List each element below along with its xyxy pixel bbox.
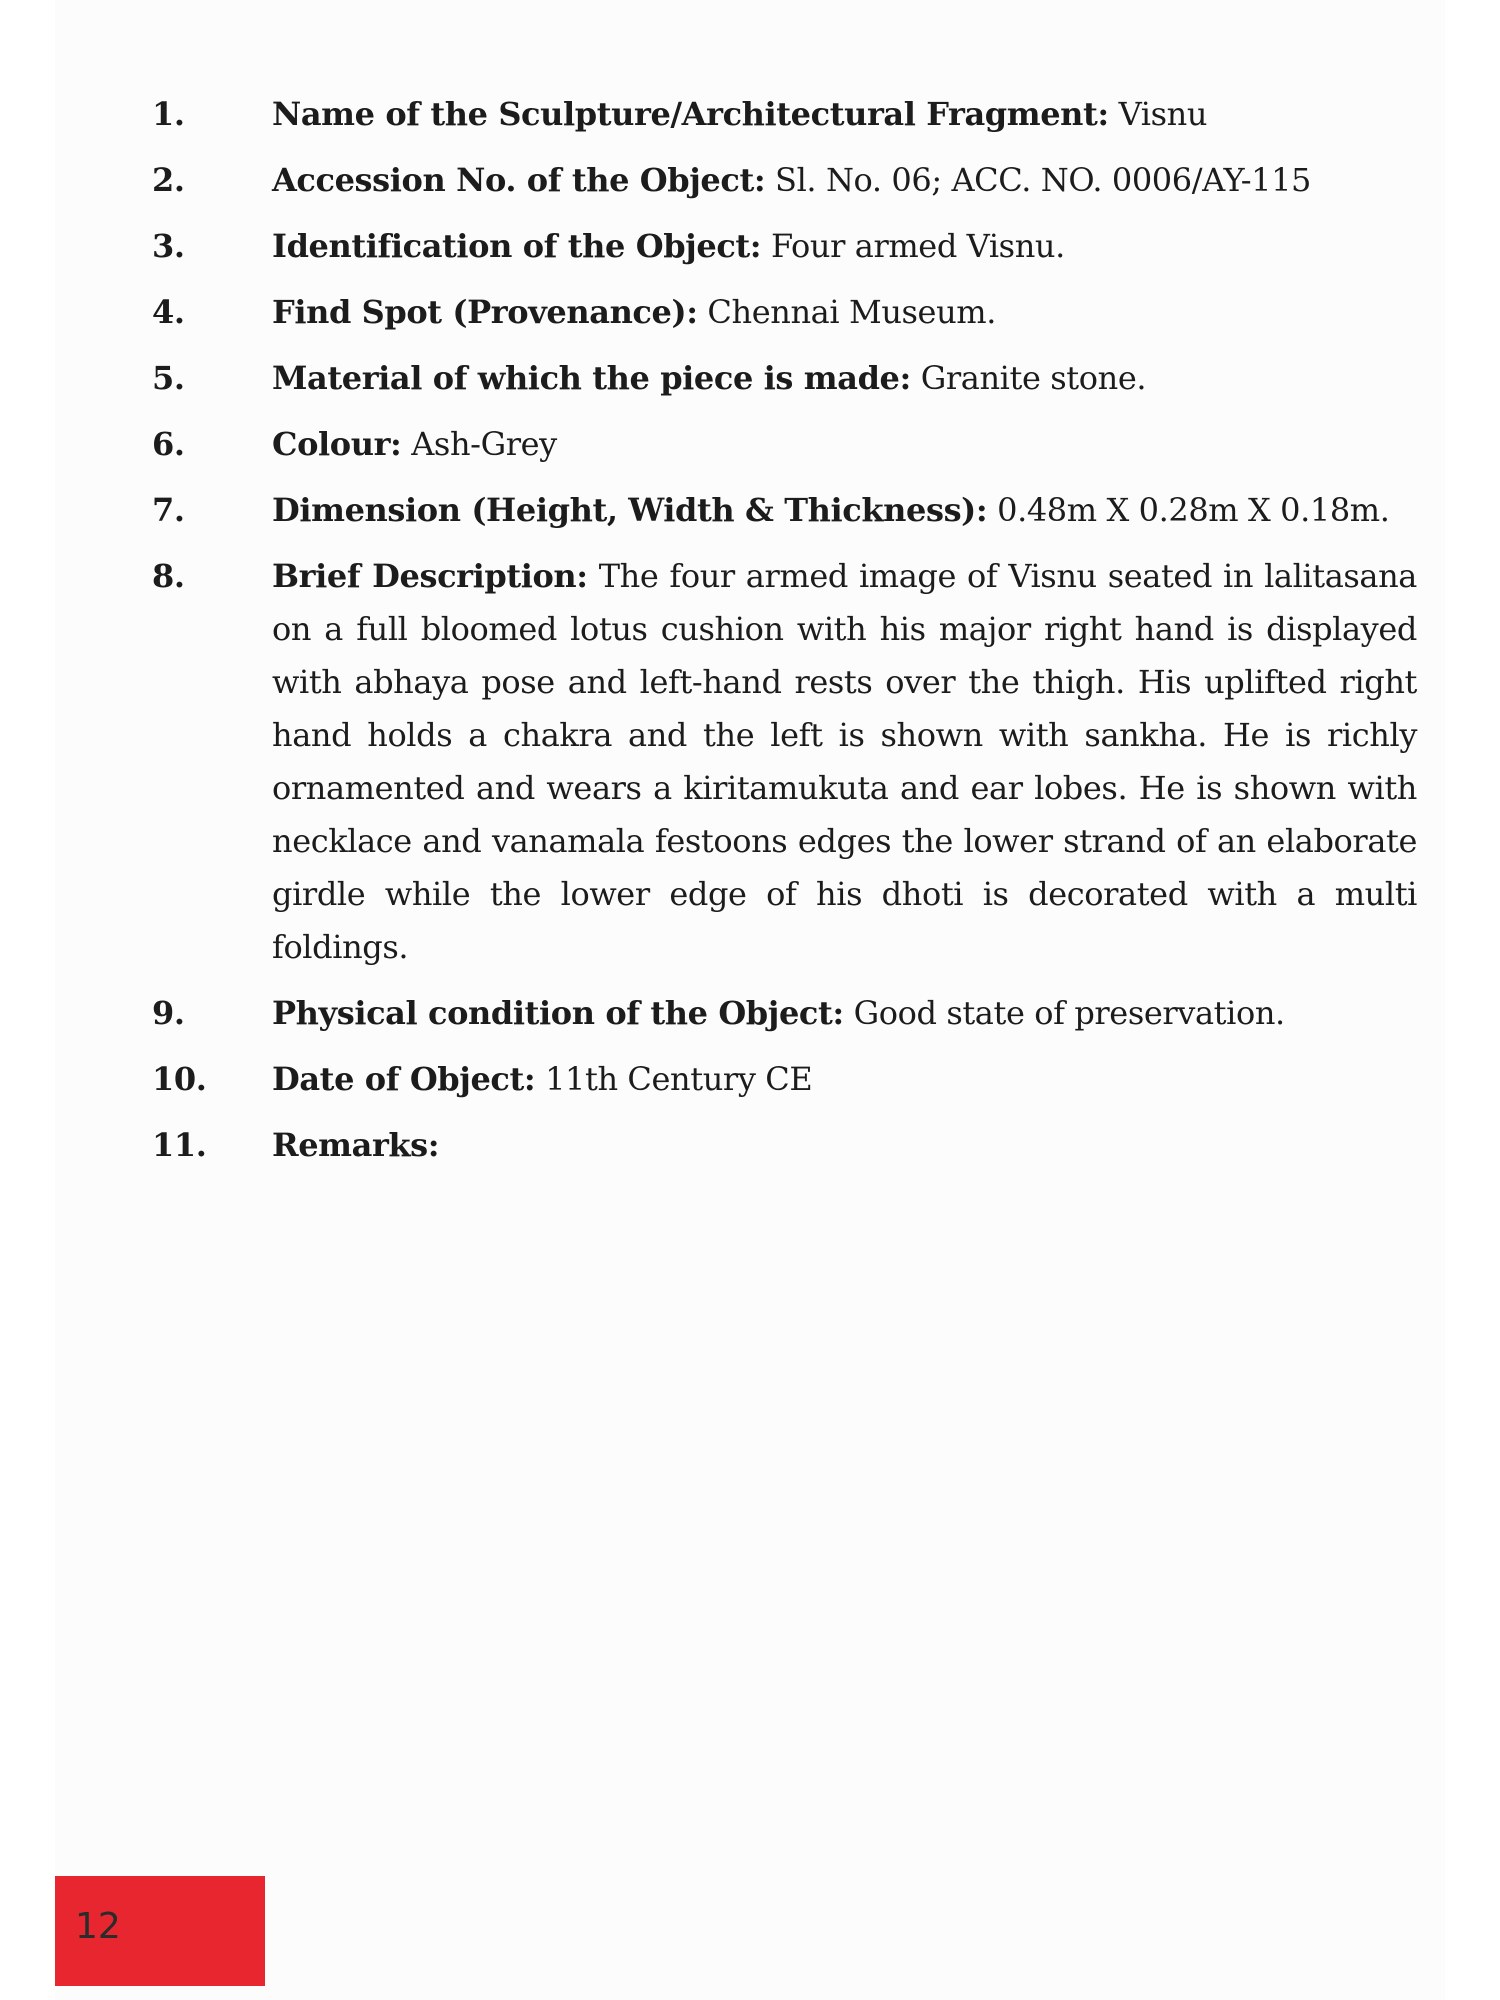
entry-find-spot xyxy=(152,286,1420,339)
entry-text xyxy=(272,220,1417,273)
entry-text xyxy=(272,352,1417,405)
entry-number: 10. xyxy=(152,1060,207,1098)
entry-label: Date of Object: xyxy=(272,1060,536,1098)
entry-text xyxy=(272,154,1417,207)
entry-number: 3. xyxy=(152,227,185,265)
entry-text xyxy=(272,1053,1417,1106)
entry-label: Identification of the Object: xyxy=(272,227,762,265)
page-number: 12 xyxy=(75,1906,121,1947)
object-details-list xyxy=(152,88,1420,1185)
entry-label: Find Spot (Provenance): xyxy=(272,293,698,331)
entry-value: Ash-Grey xyxy=(401,425,557,463)
entry-label: Colour: xyxy=(272,425,402,463)
entry-label: Accession No. of the Object: xyxy=(272,161,766,199)
entry-value: Four armed Visnu. xyxy=(761,227,1065,265)
entry-accession-no xyxy=(152,154,1420,207)
entry-label: Material of which the piece is made: xyxy=(272,359,911,397)
entry-sculpture-name xyxy=(152,88,1420,141)
entry-value: Chennai Museum. xyxy=(697,293,997,331)
entry-text xyxy=(272,286,1417,339)
entry-number: 11. xyxy=(152,1126,207,1164)
entry-brief-description xyxy=(152,550,1420,974)
entry-dimension xyxy=(152,484,1420,537)
entry-number: 1. xyxy=(152,95,185,133)
entry-label: Remarks: xyxy=(272,1126,440,1164)
entry-identification xyxy=(152,220,1420,273)
entry-value: Good state of preservation. xyxy=(843,994,1285,1032)
entry-number: 8. xyxy=(152,557,185,595)
entry-label: Dimension (Height, Width & Thickness): xyxy=(272,491,988,529)
entry-label: Physical condition of the Object: xyxy=(272,994,844,1032)
entry-number: 6. xyxy=(152,425,185,463)
entry-text xyxy=(272,987,1417,1040)
entry-value: Granite stone. xyxy=(910,359,1147,397)
entry-text xyxy=(272,550,1417,974)
entry-number: 4. xyxy=(152,293,185,331)
entry-value: 0.48m X 0.28m X 0.18m. xyxy=(987,491,1390,529)
entry-text xyxy=(272,1119,1417,1172)
entry-number: 9. xyxy=(152,994,185,1032)
entry-number: 5. xyxy=(152,359,185,397)
entry-number: 2. xyxy=(152,161,185,199)
entry-value: The four armed image of Visnu seated in lalitasana on a full bloomed lotus cushion with his major right hand is displayed with abhaya pose and left-hand rests over the thigh. His uplifted right hand holds a chakra and the left is shown with sankha. He is richly ornamented and wears a kiritamukuta and ear lobes. He is shown with necklace and vanamala festoons edges the lower strand of an elaborate girdle while the lower edge of his dhoti is decorated with a multi foldings. xyxy=(272,557,1417,966)
entry-text xyxy=(272,88,1417,141)
entry-label: Brief Description: xyxy=(272,557,588,595)
entry-date xyxy=(152,1053,1420,1106)
entry-value: Visnu xyxy=(1108,95,1208,133)
entry-physical-condition xyxy=(152,987,1420,1040)
entry-colour xyxy=(152,418,1420,471)
entry-number: 7. xyxy=(152,491,185,529)
entry-text xyxy=(272,418,1417,471)
entry-label: Name of the Sculpture/Architectural Fragment: xyxy=(272,95,1109,133)
entry-remarks xyxy=(152,1119,1420,1172)
entry-text xyxy=(272,484,1417,537)
entry-material xyxy=(152,352,1420,405)
entry-value: 11th Century CE xyxy=(535,1060,813,1098)
page-number-tab xyxy=(55,1876,265,1986)
entry-value: Sl. No. 06; ACC. NO. 0006/AY-115 xyxy=(765,161,1311,199)
